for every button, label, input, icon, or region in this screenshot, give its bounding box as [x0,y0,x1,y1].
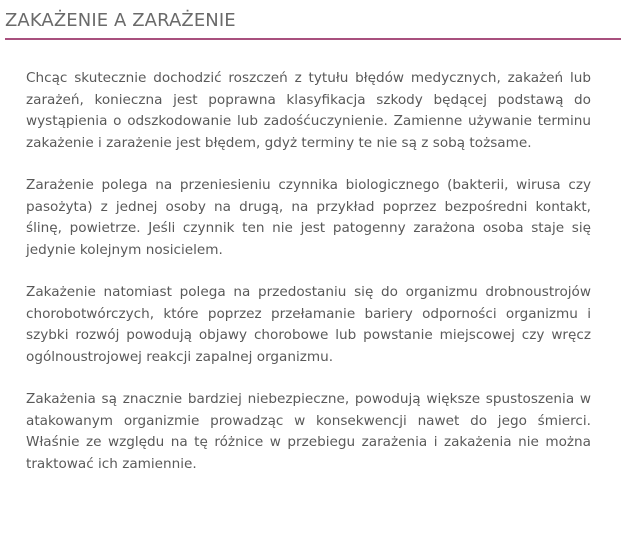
article-body [26,68,591,496]
paragraph-4: Zakażenia są znacznie bardziej niebezpieczne, powodują większe spustoszenia w atakowanym organizmie prowadząc w konsekwencji nawet do jego śmierci. Właśnie ze względu na tę różnice w przebiegu zarażenia i zakażenia nie można traktować ich zamiennie. [26,391,591,472]
page-title: ZAKAŻENIE A ZARAŻENIE [5,10,236,31]
paragraph-2: Zarażenie polega na przeniesieniu czynnika biologicznego (bakterii, wirusa czy pasożyta) z jednej osoby na drugą, na przykład poprzez bezpośredni kontakt, ślinę, powietrze. Jeśli czynnik ten nie jest patogenny zarażona osoba staje się jedynie kolejnym nosicielem. [26,177,591,258]
paragraph-3: Zakażenie natomiast polega na przedostaniu się do organizmu drobnoustrojów chorobotwórczych, które poprzez przełamanie bariery odporności organizmu i szybki rozwój powodują objawy chorobowe lub powstanie miejscowej czy wręcz ogólnoustrojowej reakcji zapalnej organizmu. [26,284,591,365]
paragraph-1: Chcąc skutecznie dochodzić roszczeń z tytułu błędów medycznych, zakażeń lub zarażeń, konieczna jest poprawna klasyfikacja szkody będącej podstawą do wystąpienia o odszkodowanie lub zadośćuczynienie. Zamienne używanie terminu zakażenie i zarażenie jest błędem, gdyż terminy te nie są z sobą tożsame. [26,70,591,151]
title-divider [5,38,621,40]
